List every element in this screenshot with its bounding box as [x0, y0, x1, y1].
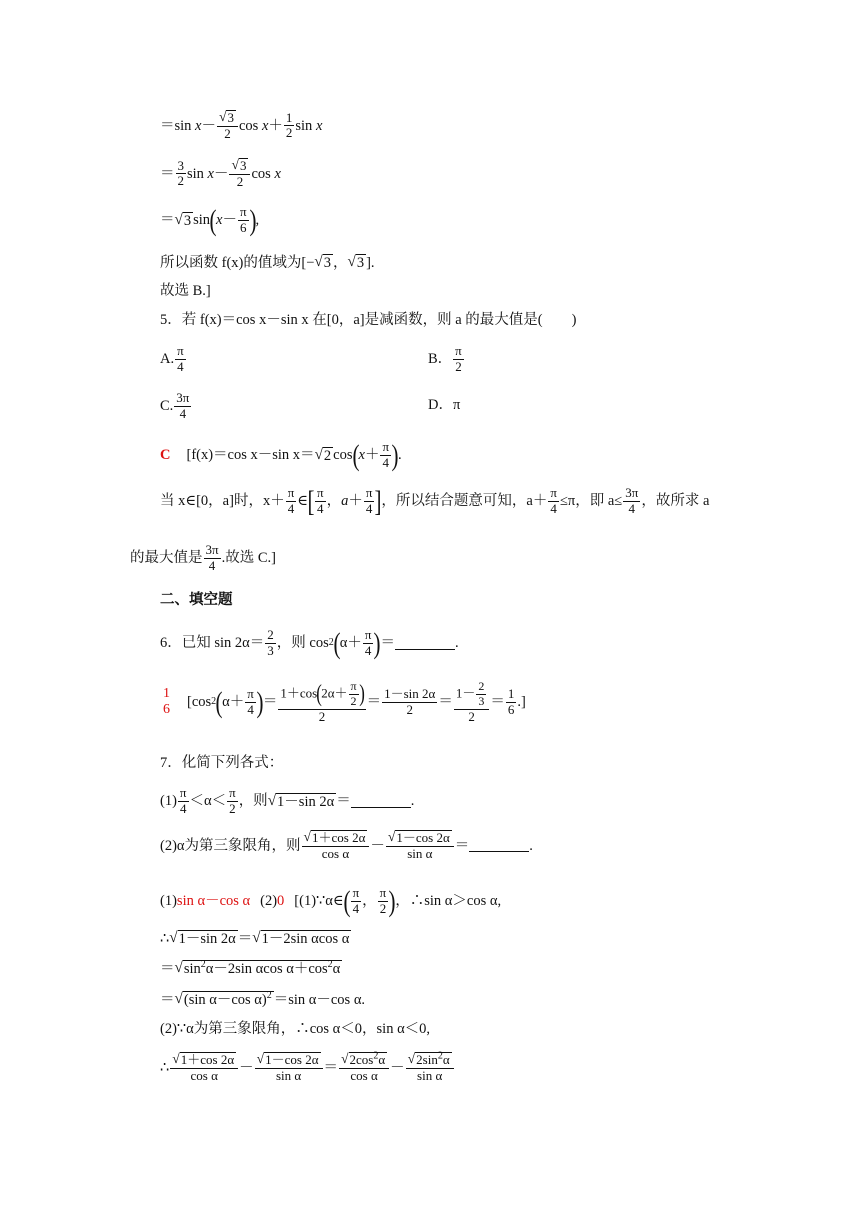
answer-6: 1 6 [cos 2 ( α＋ $\frac{\pi}{4}$ ) ＝ 1＋cos(2α＋ $\frac{\pi}{2}$ ) 2 ＝ $\frac{1-\sin 2\alpha}{2}$ ＝ 1－ $\frac{2}{3}$ 2 ＝ $\frac{1}{6}$ .] — [163, 679, 526, 724]
answer-7-line-2: ∴ √ 1－sin 2α ＝ √ 1－2sin αcos α — [160, 929, 350, 947]
answer-5-line-3: 的最大值是 $\frac{3\pi}{4}$ .故选 C.] — [130, 542, 276, 573]
option-a: A. $\frac{\pi}{4}$ — [160, 343, 184, 374]
question-7-stem: 7．化简下列各式： — [160, 755, 284, 771]
fraction: √ 3 2 — [229, 158, 250, 190]
choice-line: 故选 B.] — [160, 283, 211, 299]
answer-5-line-2: 当 x∈[0，a]时，x＋ $\frac{\pi}{4}$ ∈ [ $\frac{\pi}{4}$ ，a＋ $\frac{\pi}{4}$ ] ，所以结合题意可知，a＋ $\frac{\pi}{4}$ ≤π，即 a≤ $\frac{3\pi}{4}$ ，故所求 a — [160, 484, 710, 518]
question-7-part-1: (1) $\frac{\pi}{4}$ ＜α＜ $\frac{\pi}{2}$ ，则 √ 1－sin 2α ＝ . — [160, 785, 415, 816]
answer-7-line-5: (2)∵α为第三象限角，∴cos α＜0，sin α＜0, — [160, 1021, 431, 1037]
question-5-stem: 5．若 f(x)＝cos x－sin x 在[0，a]是减函数，则 a 的最大值是( ) — [160, 312, 577, 328]
fraction: $\frac{1}{2}$ — [285, 109, 293, 141]
answer-7-line-4: ＝ √ (sin α－cos α)$^2$ ＝sin α－cos α. — [160, 990, 366, 1008]
option-d: D．π — [428, 397, 461, 413]
option-c: C. $\frac{3\pi}{4}$ — [160, 390, 190, 421]
fraction: $\frac{\pi}{6}$ — [239, 204, 247, 235]
range-line: 所以函数 f(x)的值域为[− √ 3 ， √ 3 ]. — [160, 253, 375, 271]
fraction: $\frac{3}{2}$ — [177, 157, 184, 189]
answer-7-line-1: (1) sin α－cos α (2) 0 [(1)∵α∈ ( $\frac{\pi}{4}$ ， $\frac{\pi}{2}$ ) ，∴sin α＞cos α, — [160, 884, 502, 918]
derivation-line-3: ＝ √ 3 sin ( x － $\frac{\pi}{6}$ ) , — [160, 203, 260, 237]
answer-letter: C — [160, 447, 171, 464]
answer-blank — [395, 637, 455, 650]
question-7-part-2: (2)α为第三象限角，则 √ 1＋cos 2α cos α － √ 1－cos 2α sin α ＝ . — [160, 829, 533, 861]
option-b: B． $\frac{\pi}{2}$ — [428, 343, 462, 374]
derivation-line-1: ＝sin x－ √ 3 2 cos x＋ $\frac{1}{2}$ sin x — [160, 109, 323, 141]
derivation-line-2: ＝ $\frac{3}{2}$ sin x－ √ 3 2 cos x — [160, 157, 281, 189]
answer-7-line-3: ＝ √ $\sin^2\alpha-2\sin$ αcos $\alpha+\cos^2\alpha$ — [160, 959, 341, 977]
answer-7-line-6: ∴ √ 1＋cos 2α cos α － √ 1－cos 2α sin α ＝ √ $2\cos^2\alpha$ cos α － √ $2\sin^2\alpha$ sin α — [160, 1052, 455, 1084]
section-heading: 二、填空题 — [160, 592, 233, 608]
answer-5-line-1: C [f(x)＝cos x－sin x＝ √ 2 cos ( x ＋ $\frac{\pi}{4}$ ) . — [160, 438, 402, 472]
question-6-stem: 6．已知 sin 2α＝ $\frac{2}{3}$ ，则 cos 2 ( α＋ $\frac{\pi}{4}$ ) ＝ . — [160, 626, 459, 660]
fraction: √ 3 2 — [217, 110, 238, 142]
